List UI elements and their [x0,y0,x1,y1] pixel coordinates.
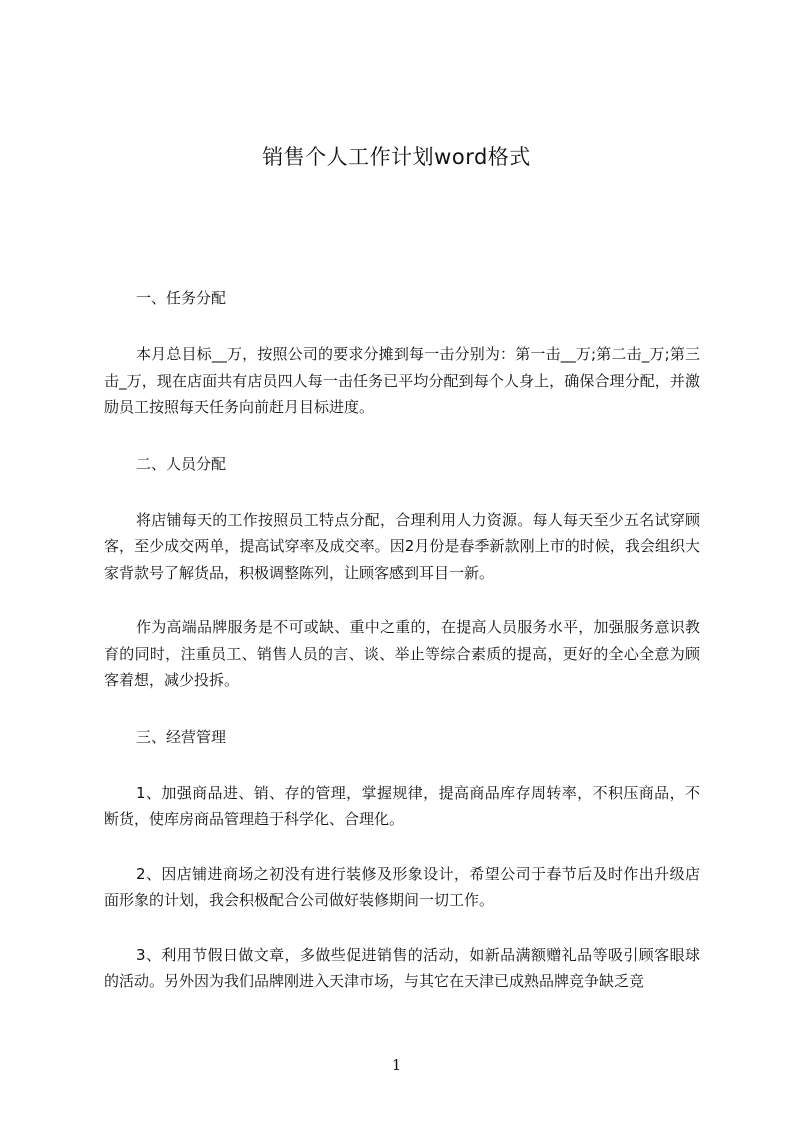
paragraph-operations-2: 2、因店铺进商场之初没有进行装修及形象设计，希望公司于春节后及时作出升级店面形象的计划，我会积极配合公司做好装修期间一切工作。 [104,864,700,909]
section-heading-staff-allocation: 二、人员分配 [136,454,227,473]
section-heading-operations-management: 三、经营管理 [136,727,227,746]
page-number: 1 [391,1056,402,1074]
paragraph-task-allocation: 本月总目标__万，按照公司的要求分摊到每一击分别为：第一击__万;第二击_万;第三击_万，现在店面共有店员四人每一击任务已平均分配到每个人身上，确保合理分配，并激励员工按照每天任务向前赶月目标进度。 [104,345,700,416]
paragraph-operations-1: 1、加强商品进、销、存的管理，掌握规律，提高商品库存周转率，不积压商品，不断货，使库房商品管理趋于科学化、合理化。 [104,783,700,828]
section-heading-task-allocation: 一、任务分配 [136,289,227,307]
document-title: 销售个人工作计划word格式 [262,145,531,169]
document-body [104,285,700,1023]
paragraph-staff-allocation-1: 将店铺每天的工作按照员工特点分配，合理利用人力资源。每人每天至少五名试穿顾客，至少成交两单，提高试穿率及成交率。因2月份是春季新款刚上市的时候，我会组织大家背款号了解货品，积极调整陈列，让顾客感到耳目一新。 [104,510,700,582]
paragraph-staff-allocation-2: 作为高端品牌服务是不可或缺、重中之重的，在提高人员服务水平，加强服务意识教育的同时，注重员工、销售人员的言、谈、举止等综合素质的提高，更好的全心全意为顾客着想，减少投拆。 [104,618,700,689]
paragraph-operations-3: 3、利用节假日做文章，多做些促进销售的活动，如新品满额赠礼品等吸引顾客眼球的活动。另外因为我们品牌刚进入天津市场，与其它在天津已成熟品牌竞争缺乏竞 [104,945,700,990]
